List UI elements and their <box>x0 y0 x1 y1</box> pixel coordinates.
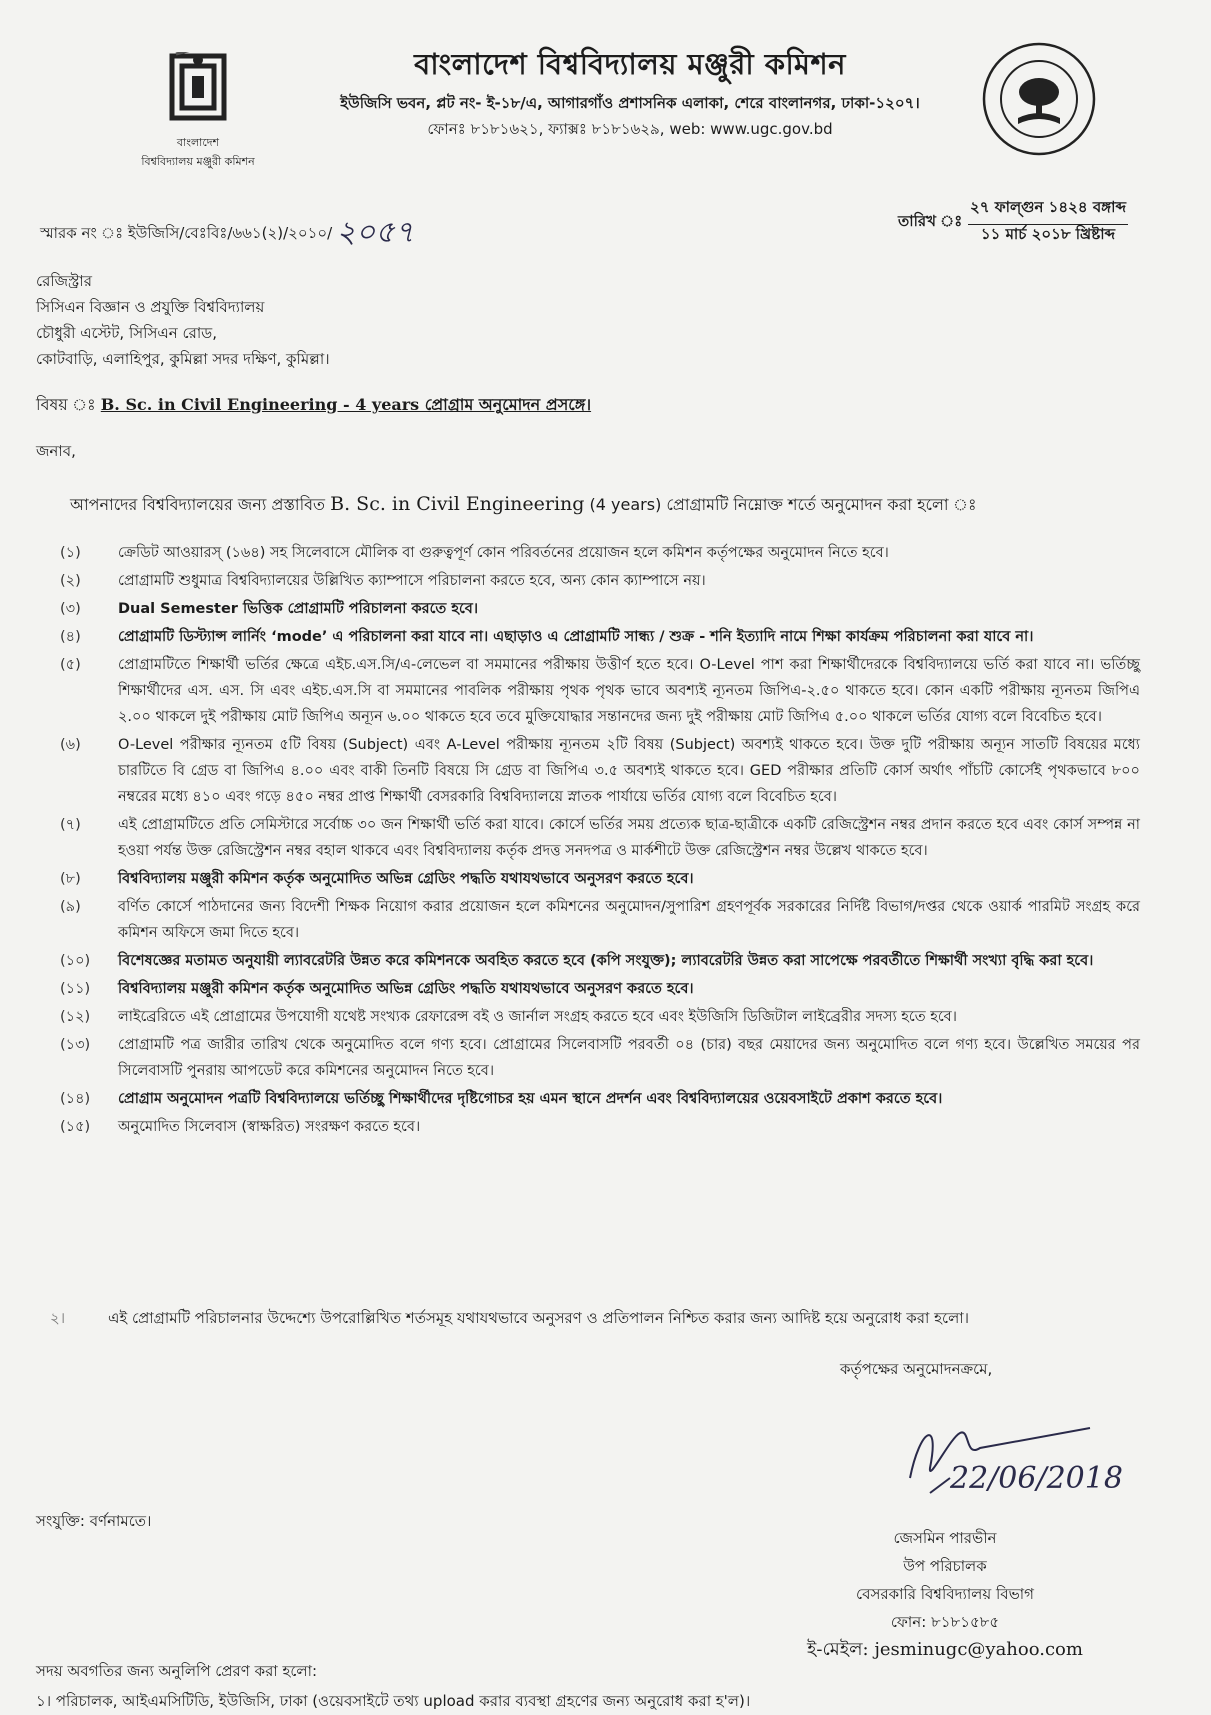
condition-number: (৭) <box>60 817 81 833</box>
condition-text: প্রোগ্রামটিতে শিক্ষার্থী ভর্তির ক্ষেত্রে এইচ.এস.সি/এ-লেভেল বা সমমানের পরীক্ষায় উত্তীর্ণ হতে হবে। O-Level পাশ করা শিক্ষার্থীদেরকে বিশ্ববিদ্যালয়ে ভর্তি করা যাবে না। ভর্তিচ্ছু শিক্ষার্থীদের এস. এস. সি এবং এইচ.এস.সি বা সমমানের পাবলিক পরীক্ষায় পৃথক পৃথক ভাবে অবশ্যই ন্যূনতম জিপিএ-২.৫০ থাকতে হবে। কোন একটি পরীক্ষায় ন্যূনতম জিপিএ ২.০০ থাকলে দুই পরীক্ষায় মোট জিপিএ অন্যূন ৬.০০ থাকতে হবে তবে মুক্তিযোদ্ধার সন্তানদের জন্য দুই পরীক্ষায় মোট জিপিএ ৫.০০ থাকলে ভর্তির যোগ্য বলে বিবেচিত হবে। <box>118 657 1140 725</box>
intro-before: আপনাদের বিশ্ববিদ্যালয়ের জন্য প্রস্তাবিত <box>70 495 331 514</box>
attachment-note: সংযুক্তি: বর্ণনামতে। <box>36 1512 152 1530</box>
letterhead-address: ইউজিসি ভবন, প্লট নং- ই-১৮/এ, আগারগাঁও প্রশাসনিক এলাকা, শেরে বাংলানগর, ঢাকা-১২০৭। <box>340 94 920 112</box>
cc-title: সদয় অবগতির জন্য অনুলিপি প্রেরণ করা হলো: <box>36 1662 317 1680</box>
recipient-line: রেজিস্ট্রার <box>36 272 93 290</box>
condition-item <box>60 1114 1140 1140</box>
recipient-line: চৌধুরী এস্টেট, সিসিএন রোড, <box>36 324 217 342</box>
date-bangla: ২৭ ফাল্গুন ১৪২৪ বঙ্গাব্দ <box>968 196 1128 225</box>
condition-item <box>60 866 1140 892</box>
condition-text: প্রোগ্রামটি ডিস্ট্যান্স লার্নিং ‘mode’ এ পরিচালনা করা যাবে না। এছাড়াও এ প্রোগ্রামটি সান্ধ্য / শুক্র - শনি ইত্যাদি নামে শিক্ষা কার্যক্রম পরিচালনা করা যাবে না। <box>118 629 1034 645</box>
condition-text: অনুমোদিত সিলেবাস (স্বাক্ষরিত) সংরক্ষণ করতে হবে। <box>118 1119 421 1135</box>
condition-number: (৯) <box>60 899 81 915</box>
logo-caption-country: বাংলাদেশ <box>176 136 220 149</box>
condition-text: বিশ্ববিদ্যালয় মঞ্জুরী কমিশন কর্তৃক অনুমোদিত অভিন্ন গ্রেডিং পদ্ধতি যথাযথভাবে অনুসরণ করতে হবে। <box>118 871 694 887</box>
condition-number: (৪) <box>60 629 81 645</box>
condition-number: (১৫) <box>60 1119 91 1135</box>
condition-item <box>60 596 1140 622</box>
condition-text: প্রোগ্রাম অনুমোদন পত্রটি বিশ্ববিদ্যালয়ে ভর্তিচ্ছু শিক্ষার্থীদের দৃষ্টিগোচর হয় এমন স্থানে প্রদর্শন এবং বিশ্ববিদ্যালয়ের ওয়েবসাইটে প্রকাশ করতে হবে। <box>118 1091 943 1107</box>
condition-number: (৮) <box>60 871 81 887</box>
condition-text: বিশ্ববিদ্যালয় মঞ্জুরী কমিশন কর্তৃক অনুমোদিত অভিন্ন গ্রেডিং পদ্ধতি যথাযথভাবে অনুসরণ করতে হবে। <box>118 981 694 997</box>
recipient-line: সিসিএন বিজ্ঞান ও প্রযুক্তি বিশ্ববিদ্যালয় <box>36 298 265 316</box>
condition-text: বিশেষজ্ঞের মতামত অনুযায়ী ল্যাবরেটরি উন্নত করে কমিশনকে অবহিত করতে হবে (কপি সংযুক্ত); ল্যাবরেটরি উন্নত করা সাপেক্ষে পরবর্তীতে শিক্ষার্থী সংখ্যা বৃদ্ধি করা হবে। <box>118 953 1094 969</box>
condition-text: Dual Semester ভিত্তিক প্রোগ্রামটি পরিচালনা করতে হবে। <box>118 601 479 617</box>
condition-text: বর্ণিত কোর্সে পাঠদানের জন্য বিদেশী শিক্ষক নিয়োগ করার প্রয়োজন হলে কমিশনের অনুমোদন/সুপারিশ গ্রহণপূর্বক সরকারের নির্দিষ্ট বিভাগ/দপ্তর থেকে ওয়ার্ক পারমিট সংগ্রহ করে কমিশন অফিসে জমা দিতে হবে। <box>118 899 1140 941</box>
condition-text: এই প্রোগ্রামটিতে প্রতি সেমিস্টারে সর্বোচ্চ ৩০ জন শিক্ষার্থী ভর্তি করা যাবে। কোর্সে ভর্তির সময় প্রত্যেক ছাত্র-ছাত্রীকে একটি রেজিস্ট্রেশন নম্বর প্রদান করতে হবে এবং কোর্স সম্পন্ন না হওয়া পর্যন্ত উক্ত রেজিস্ট্রেশন নম্বর বহাল থাকবে এবং বিশ্ববিদ্যালয় কর্তৃক প্রদত্ত সনদপত্র ও মার্কশীটে উক্ত রেজিস্ট্রেশন নম্বর উল্লেখ থাকতে হবে। <box>118 817 1140 859</box>
closing-text: এই প্রোগ্রামটি পরিচালনার উদ্দেশ্যে উপরোল্লিখিত শর্তসমূহ যথাযথভাবে অনুসরণ ও প্রতিপালন নিশ্চিত করার জন্য আদিষ্ট হয়ে অনুরোধ করা হলো। <box>108 1309 969 1327</box>
date-label: তারিখ ঃ <box>898 212 963 230</box>
salutation: জনাব, <box>36 442 76 460</box>
signer-block <box>790 1524 1100 1664</box>
subject-line <box>36 392 591 419</box>
authority-line: কর্তৃপক্ষের অনুমোদনক্রমে, <box>840 1360 993 1378</box>
condition-item <box>60 894 1140 946</box>
condition-text: প্রোগ্রামটি পত্র জারীর তারিখ থেকে অনুমোদিত বলে গণ্য হবে। প্রোগ্রামের সিলেবাসটি পরবর্তী ০৪ (চার) বছর মেয়াদের জন্য অনুমোদিত বলে গণ্য হবে। উল্লেখিত সময়ের পর সিলেবাসটি পুনরায় আপডেট করে কমিশনের অনুমোদন নিতে হবে। <box>118 1037 1140 1079</box>
condition-number: (১১) <box>60 981 91 997</box>
condition-text: প্রোগ্রামটি শুধুমাত্র বিশ্ববিদ্যালয়ের উল্লিখিত ক্যাম্পাসে পরিচালনা করতে হবে, অন্য কোন ক্যাম্পাসে নয়। <box>118 573 706 589</box>
condition-number: (১০) <box>60 953 91 969</box>
closing-paragraph <box>50 1307 1140 1332</box>
signer-phone: ফোন: ৮১৮১৫৮৫ <box>890 1613 1000 1631</box>
condition-number: (৬) <box>60 737 81 753</box>
condition-number: (৩) <box>60 601 81 617</box>
condition-item <box>60 948 1140 974</box>
memo-number <box>40 208 414 259</box>
signer-email: ই-মেইল: jesminugc@yahoo.com <box>807 1639 1083 1660</box>
condition-item <box>60 1004 1140 1030</box>
signature-icon <box>890 1408 1160 1508</box>
letterhead-contact: ফোনঃ ৮১৮১৬২১, ফ্যাক্সঃ ৮১৮১৬২৯, web: www.ugc.gov.bd <box>427 120 833 138</box>
condition-item <box>60 1032 1140 1084</box>
logo-caption-org: বিশ্ববিদ্যালয় মঞ্জুরী কমিশন <box>141 155 255 168</box>
condition-item <box>60 732 1140 810</box>
signer-designation: উপ পরিচালক <box>903 1557 987 1575</box>
memo-handwritten-number: ২০৫৭ <box>336 215 415 250</box>
intro-after: (4 years) প্রোগ্রামটি নিম্নোক্ত শর্তে অনুমোদন করা হলো ঃ <box>584 495 977 514</box>
seal-icon <box>980 40 1098 158</box>
condition-item <box>60 812 1140 864</box>
condition-item <box>60 652 1140 730</box>
condition-item <box>60 540 1140 566</box>
recipient-block <box>36 268 330 372</box>
condition-number: (২) <box>60 573 81 589</box>
condition-number: (১) <box>60 545 81 561</box>
condition-item <box>60 976 1140 1002</box>
condition-item <box>60 1086 1140 1112</box>
condition-number: (১৪) <box>60 1091 91 1107</box>
intro-program: B. Sc. in Civil Engineering <box>330 493 585 515</box>
conditions-list <box>60 540 1140 1142</box>
condition-number: (৫) <box>60 657 81 673</box>
signer-name: জেসমিন পারভীন <box>893 1529 997 1547</box>
condition-number: (১২) <box>60 1009 91 1025</box>
condition-text: O-Level পরীক্ষার ন্যূনতম ৫টি বিষয় (Subject) এবং A-Level পরীক্ষায় ন্যূনতম ২টি বিষয় (Subject) অবশ্যই থাকতে হবে। উক্ত দুটি পরীক্ষায় অন্যূন সাতটি বিষয়ের মধ্যে চারটিতে বি গ্রেড বা জিপিএ ৪.০০ এবং বাকী তিনটি বিষয়ে সি গ্রেড বা জিপিএ ৩.৫ অবশ্যই থাকতে হবে। GED পরীক্ষার প্রতিটি কোর্স অর্থাৎ পাঁচটি কোর্সেই পৃথকভাবে ৮০০ নম্বরের মধ্যে ৪১০ এবং গড়ে ৪৫০ নম্বর প্রাপ্ত শিক্ষার্থী বেসরকারি বিশ্ববিদ্যালয়ে স্নাতক পার্যায়ে ভর্তির যোগ্য বলে বিবেচিত হবে। <box>118 737 1140 805</box>
subject-text: B. Sc. in Civil Engineering - 4 years প্রোগ্রাম অনুমোদন প্রসঙ্গে। <box>100 395 592 414</box>
intro-paragraph <box>70 492 977 519</box>
recipient-line: কোটবাড়ি, এলাহিপুর, কুমিল্লা সদর দক্ষিণ, কুমিল্লা। <box>36 350 330 368</box>
ugc-logo <box>118 52 278 172</box>
signature-date: 22/06/2018 <box>950 1461 1123 1496</box>
signer-department: বেসরকারি বিশ্ববিদ্যালয় বিভাগ <box>856 1585 1034 1603</box>
condition-number: (১৩) <box>60 1037 91 1053</box>
condition-text: ক্রেডিট আওয়ারস্‌ (১৬৪) সহ সিলেবাসে মৌলিক বা গুরুত্বপূর্ণ কোন পরিবর্তনের প্রয়োজন হলে কমিশন কর্তৃপক্ষের অনুমোদন নিতে হবে। <box>118 545 889 561</box>
cc-item: ১। পরিচালক, আইএমসিটিডি, ইউজিসি, ঢাকা (ওয়েবসাইটে তথ্য upload করার ব্যবস্থা গ্রহণের জন্য অনুরোধ করা হ'ল)। <box>36 1692 751 1710</box>
condition-item <box>60 568 1140 594</box>
ugc-emblem-icon <box>166 52 230 132</box>
closing-number: ২। <box>50 1309 66 1327</box>
condition-item <box>60 624 1140 650</box>
date-english: ১১ মার্চ ২০১৮ খ্রিষ্টাব্দ <box>980 225 1116 243</box>
subject-label: বিষয় ঃ <box>36 395 96 414</box>
letterhead-title: বাংলাদেশ বিশ্ববিদ্যালয় মঞ্জুরী কমিশন <box>414 47 846 81</box>
condition-text: লাইব্রেরিতে এই প্রোগ্রামের উপযোগী যথেষ্ট সংখ্যক রেফারেন্স বই ও জার্নাল সংগ্রহ করতে হবে এবং ইউজিসি ডিজিটাল লাইব্রেরীর সদস্য হতে হবে। <box>118 1009 957 1025</box>
memo-number-text: স্মারক নং ঃ ইউজিসি/বেঃবিঃ/৬৬১(২)/২০১০/ <box>40 224 333 242</box>
